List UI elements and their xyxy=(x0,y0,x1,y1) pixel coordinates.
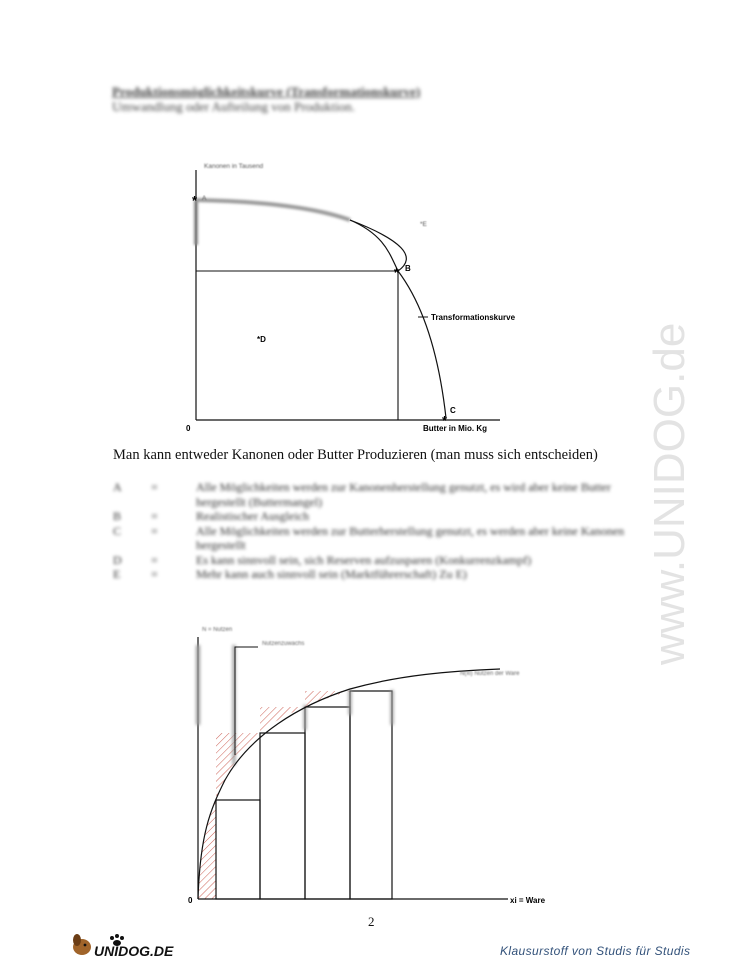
bar-label: Nutzenzuwachs xyxy=(262,641,305,647)
y-axis-label: N = Nutzen xyxy=(202,627,233,633)
legend-key: D xyxy=(113,552,122,567)
legend-key: A xyxy=(113,480,122,494)
utility-curve-figure xyxy=(170,615,560,915)
legend-eq: = xyxy=(151,509,158,523)
curve-label: Transformationskurve xyxy=(431,313,516,322)
page-title: Produktionsmöglichkeitskurve (Transformationskurve) xyxy=(112,84,421,99)
explanation-sentence: Man kann entweder Kanonen oder Butter Produzieren (man muss sich entscheiden) xyxy=(113,447,598,463)
point-a-marker: * xyxy=(192,193,198,208)
page-number: 2 xyxy=(368,914,375,929)
legend-key: E xyxy=(113,567,121,581)
legend-key: B xyxy=(113,509,122,523)
legend-row xyxy=(113,567,643,582)
page-subtitle: Umwandlung oder Aufteilung von Produktion. xyxy=(112,99,356,114)
legend-text: Realistischer Ausgleich xyxy=(196,509,309,523)
legend-row xyxy=(113,524,643,553)
utility-bar xyxy=(260,733,305,899)
curve-label: N(xi) Nutzen der Ware xyxy=(460,671,520,677)
paw-icon xyxy=(110,936,114,940)
unidog-logo xyxy=(68,930,188,965)
origin-label: 0 xyxy=(186,424,191,433)
legend-text: Es kann sinnvoll sein, sich Reserven aufzusparen (Konkurrenzkampf) xyxy=(196,552,532,567)
x-axis-label: Butter in Mio. Kg xyxy=(423,424,487,433)
legend-row xyxy=(113,553,643,568)
origin-label: 0 xyxy=(188,896,193,905)
utility-bar xyxy=(350,691,392,899)
transformation-curve-figure xyxy=(150,150,520,440)
point-c-label: C xyxy=(450,406,456,415)
legend-text: Alle Möglichkeiten werden zur Butterherstellung genutzt, es werden aber keine Kanonen hergestellt xyxy=(196,523,625,552)
point-c-marker: * xyxy=(442,413,448,428)
legend-table xyxy=(113,480,643,582)
x-axis-label: xi = Ware xyxy=(510,896,546,905)
point-b-marker: * xyxy=(394,265,400,280)
legend-text: Mehr kann auch sinnvoll sein (Marktführerschaft) Zu E) xyxy=(196,567,467,581)
legend-eq: = xyxy=(151,567,158,581)
utility-bar xyxy=(305,707,350,899)
legend-key: C xyxy=(113,523,122,538)
logo-text: UNIDOG.DE xyxy=(94,943,174,959)
legend-eq: = xyxy=(151,523,158,538)
legend-eq: = xyxy=(151,480,158,494)
watermark xyxy=(584,250,750,670)
watermark-text: www.UNIDOG.de xyxy=(645,322,694,665)
footer-tagline: Klausurstoff von Studis für Studis xyxy=(500,944,691,958)
legend-row xyxy=(113,509,643,524)
point-b-label: B xyxy=(405,264,411,273)
point-a-label: A xyxy=(202,195,207,202)
legend-eq: = xyxy=(151,552,158,567)
point-d-label: *D xyxy=(257,335,266,344)
utility-bar xyxy=(216,800,260,899)
y-axis-label: Kanonen in Tausend xyxy=(204,163,264,170)
point-e-label: *E xyxy=(420,221,427,228)
legend-text: Alle Möglichkeiten werden zur Kanonenherstellung genutzt, es wird aber keine Butter hergestellt (Buttermangel) xyxy=(196,480,611,509)
legend-row xyxy=(113,480,643,509)
hatch-region xyxy=(198,800,216,899)
